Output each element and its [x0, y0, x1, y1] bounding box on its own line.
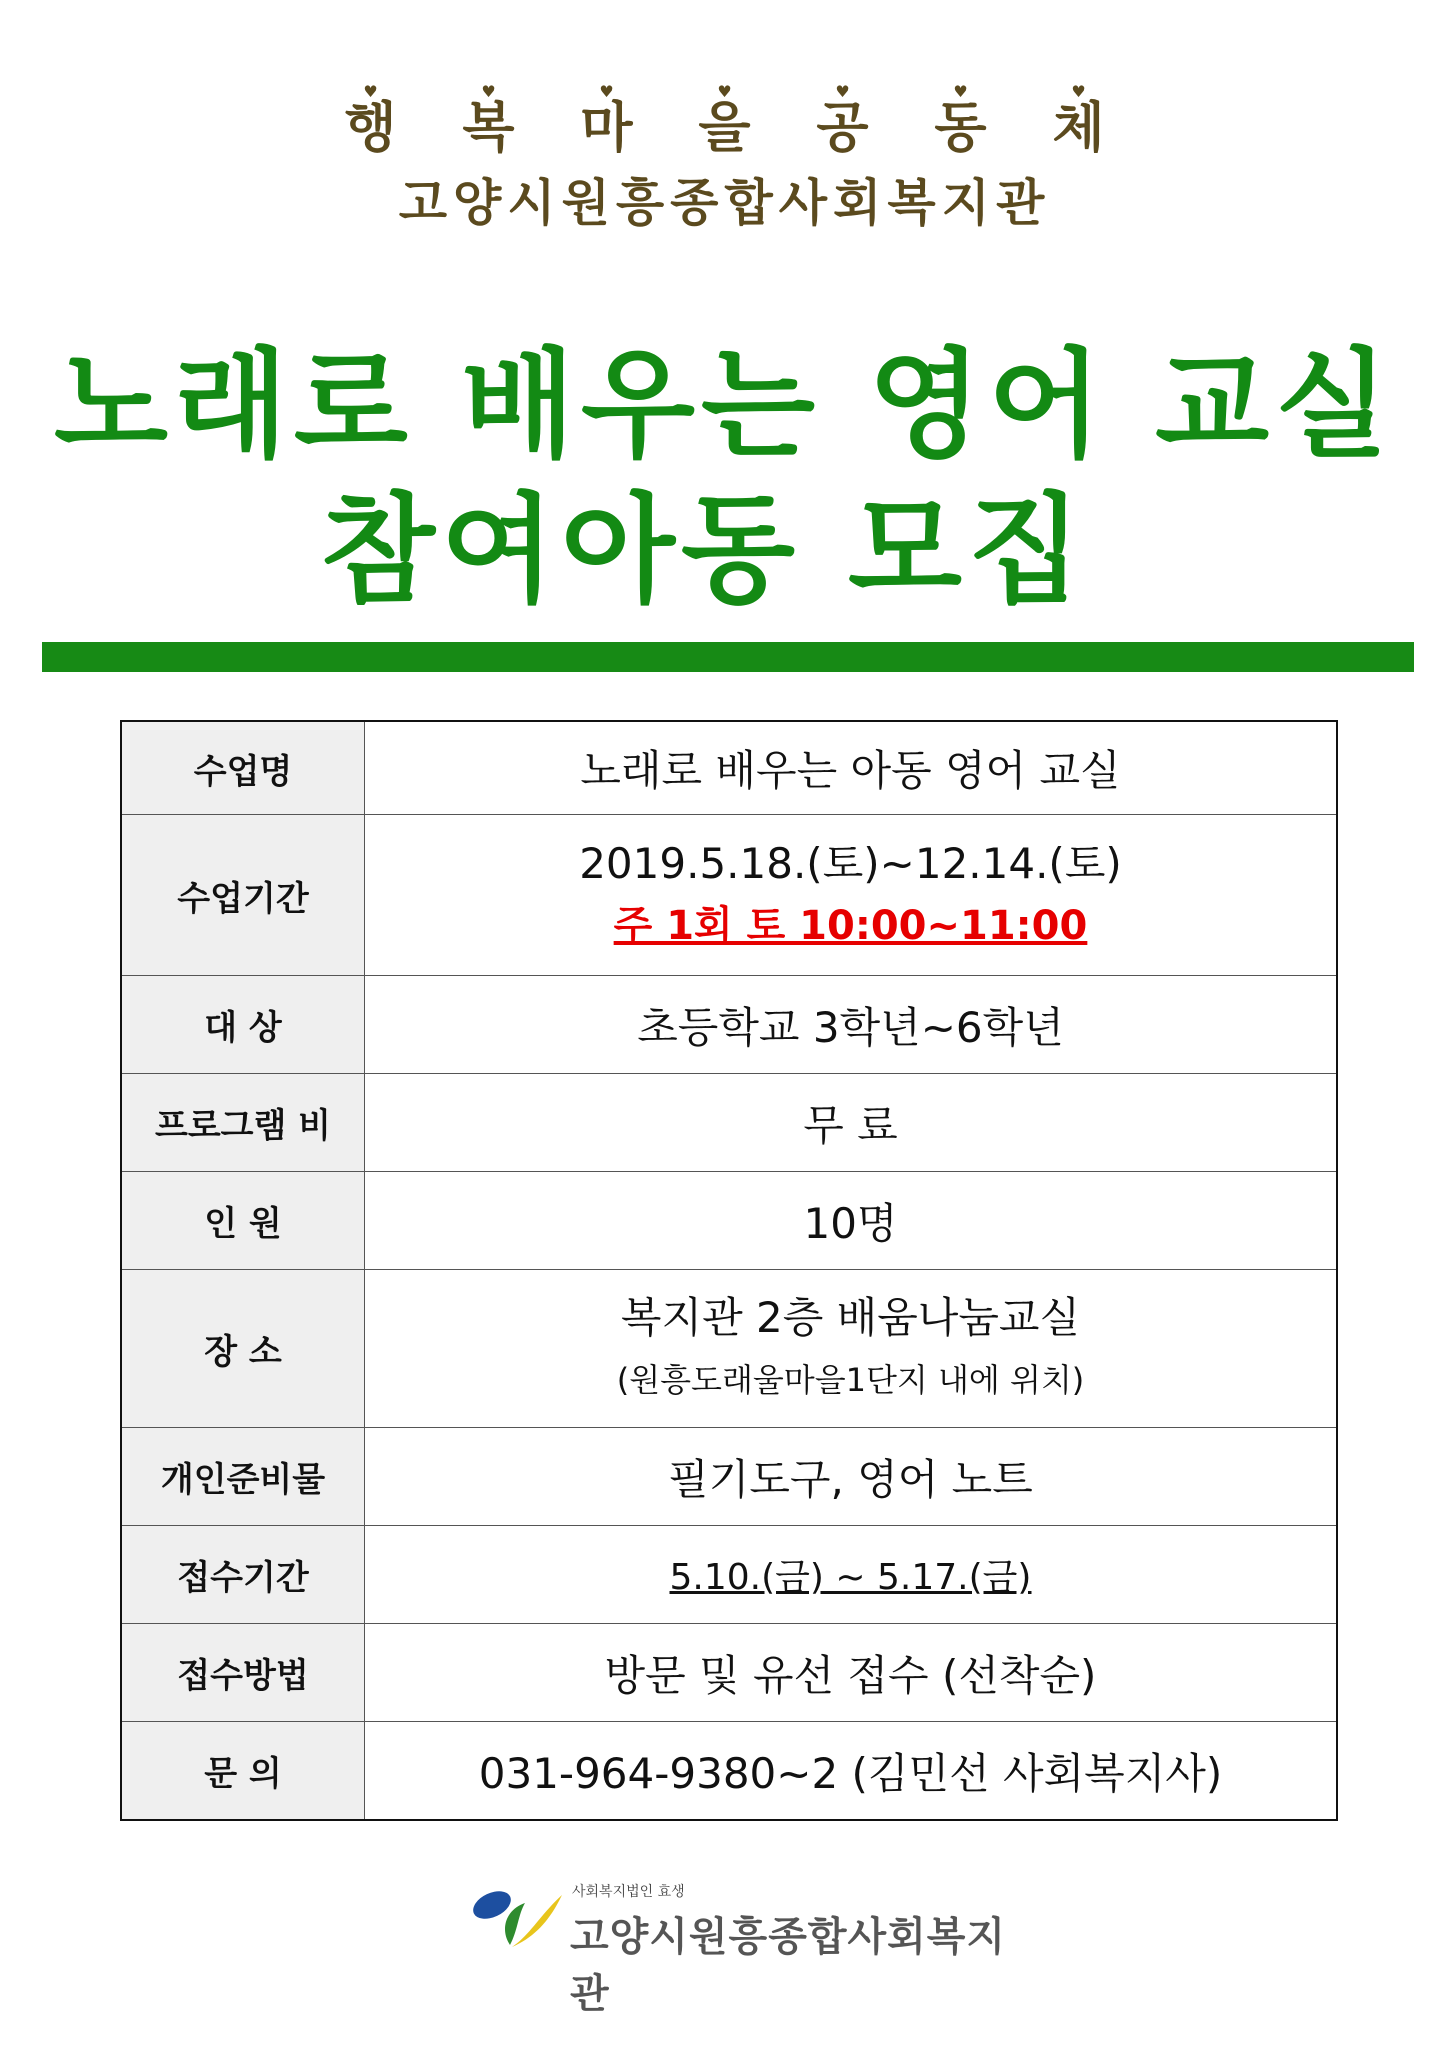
- motto-char: ♥ 복: [430, 85, 548, 157]
- logo-subtitle: 사회복지법인 효생: [572, 1884, 685, 1900]
- row-value: 무 료: [365, 1074, 1338, 1172]
- table-row: [121, 721, 1337, 815]
- heart-icon: ♥: [599, 82, 614, 101]
- row-label: 개인준비물: [121, 1428, 365, 1526]
- row-value: 노래로 배우는 아동 영어 교실: [365, 721, 1338, 815]
- motto: [0, 82, 1449, 159]
- divider-bar: [42, 642, 1414, 672]
- info-table: [120, 720, 1338, 1821]
- motto-char: ♥ 공: [784, 85, 902, 157]
- table-row: [121, 1526, 1337, 1624]
- motto-char: ♥ 을: [666, 85, 784, 157]
- row-value: [365, 815, 1338, 976]
- table-row: [121, 1074, 1337, 1172]
- row-value: [365, 1270, 1338, 1428]
- table-row: [121, 976, 1337, 1074]
- row-label: 장 소: [121, 1270, 365, 1428]
- page-title-line1: 노래로 배우는 영어 교실: [53, 336, 1396, 474]
- class-period: 2019.5.18.(토)~12.14.(토): [579, 839, 1122, 888]
- row-label: 수업기간: [121, 815, 365, 976]
- row-label: 수업명: [121, 721, 365, 815]
- org-name: 고양시원흥종합사회복지관: [398, 174, 1051, 232]
- logo-emblem-icon: [470, 1875, 570, 1965]
- row-label: 접수방법: [121, 1624, 365, 1722]
- row-value: 031-964-9380~2 (김민선 사회복지사): [365, 1722, 1338, 1821]
- heart-icon: ♥: [481, 82, 496, 101]
- logo-text: 고양시원흥종합사회복지관: [570, 1914, 1007, 2017]
- row-value: 초등학교 3학년~6학년: [365, 976, 1338, 1074]
- row-label: 접수기간: [121, 1526, 365, 1624]
- row-value: [365, 1526, 1338, 1624]
- row-value: 필기도구, 영어 노트: [365, 1428, 1338, 1526]
- motto-char: ♥ 체: [1020, 85, 1138, 157]
- table-row: [121, 1624, 1337, 1722]
- heart-icon: ♥: [835, 82, 850, 101]
- page-title-line2: 참여아동 모집: [320, 481, 1088, 619]
- place-name: 복지관 2층 배움나눔교실: [620, 1292, 1081, 1342]
- heart-icon: ♥: [1071, 82, 1086, 101]
- row-value: 방문 및 유선 접수 (선착순): [365, 1624, 1338, 1722]
- row-label: 인 원: [121, 1172, 365, 1270]
- table-row: [121, 1428, 1337, 1526]
- place-detail: (원흥도래울마을1단지 내에 위치): [616, 1360, 1085, 1399]
- motto-char: ♥ 행: [312, 85, 430, 157]
- row-label: 문 의: [121, 1722, 365, 1821]
- class-schedule: 주 1회 토 10:00~11:00: [613, 903, 1088, 949]
- heart-icon: ♥: [717, 82, 732, 101]
- heart-icon: ♥: [953, 82, 968, 101]
- row-value: 10명: [365, 1172, 1338, 1270]
- motto-char: ♥ 동: [902, 85, 1020, 157]
- table-row: [121, 1172, 1337, 1270]
- footer-logo: [470, 1875, 1030, 2017]
- registration-period: 5.10.(금) ~ 5.17.(금): [669, 1557, 1032, 1598]
- header: [0, 82, 1449, 235]
- table-row: [121, 1722, 1337, 1821]
- table-row: [121, 815, 1337, 976]
- table-row: [121, 1270, 1337, 1428]
- row-label: 대 상: [121, 976, 365, 1074]
- heart-icon: ♥: [363, 82, 378, 101]
- row-label: 프로그램 비: [121, 1074, 365, 1172]
- motto-char: ♥ 마: [548, 85, 666, 157]
